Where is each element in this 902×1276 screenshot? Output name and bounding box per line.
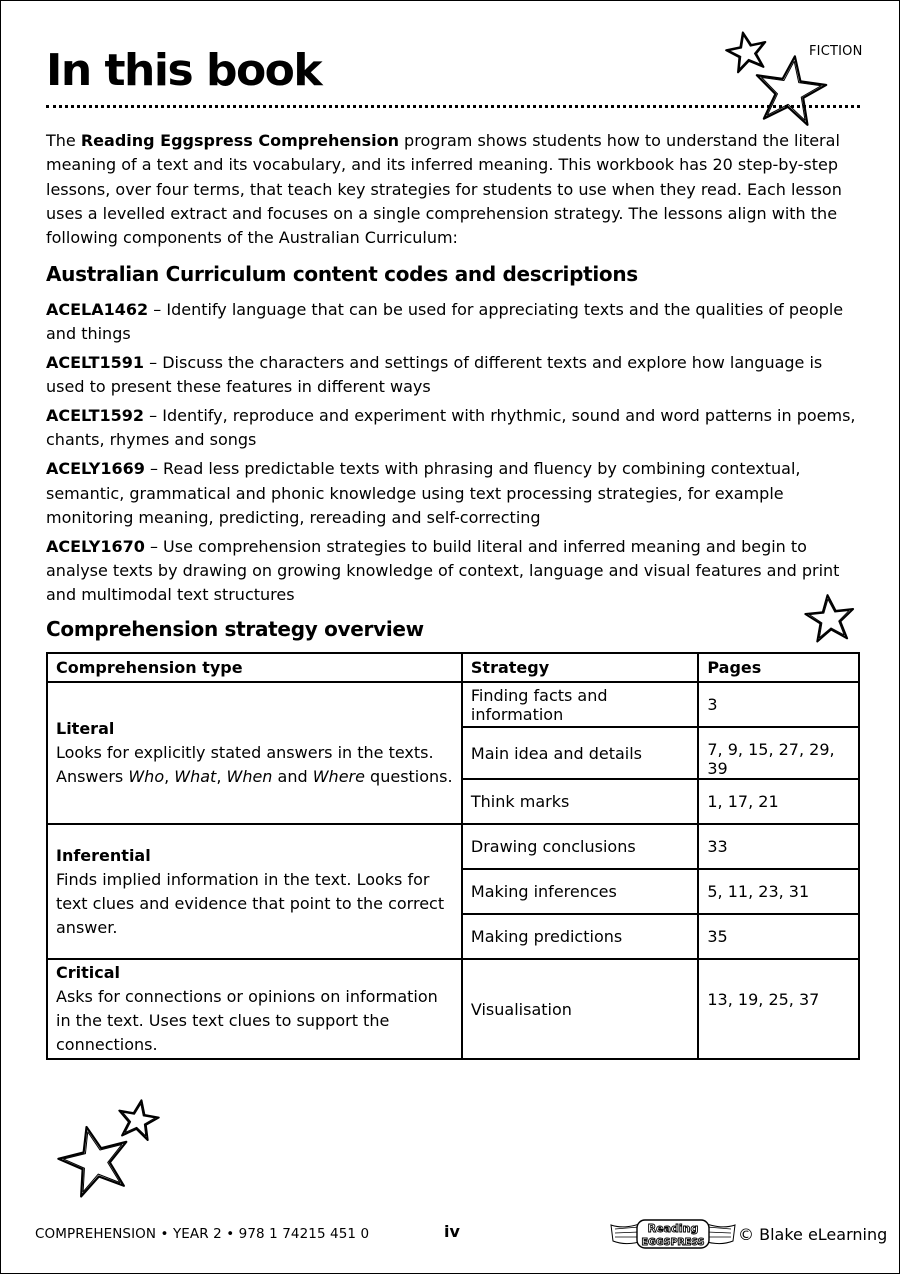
star-icon [801, 593, 859, 645]
overview-heading: Comprehension strategy overview [46, 617, 424, 641]
intro-prefix: The [46, 131, 81, 150]
footer-book-info: COMPREHENSION • YEAR 2 • 978 1 74215 451 0 [35, 1226, 370, 1242]
desc-text: , [164, 767, 175, 786]
strategy-cell: Main idea and details [462, 727, 698, 779]
pages-cell: 1, 17, 21 [698, 779, 859, 824]
copyright: © Blake eLearning [738, 1225, 888, 1244]
type-name: Inferential [56, 845, 151, 865]
strategy-cell: Finding facts and information [462, 682, 698, 727]
intro-paragraph [46, 129, 861, 250]
curriculum-item [46, 457, 864, 530]
page-title: In this book [46, 45, 322, 96]
curriculum-item [46, 351, 864, 400]
title-divider [46, 105, 860, 108]
strategy-cell: Visualisation [462, 959, 698, 1059]
type-name: Literal [56, 719, 115, 738]
curriculum-description: – Identify language that can be used for appreciating texts and the qualities of people and things [46, 300, 844, 344]
logo-text: EGGSPRESS [641, 1237, 705, 1248]
desc-italic: Who [128, 767, 165, 786]
pages-cell: 13, 19, 25, 37 [698, 959, 859, 1059]
desc-italic: What [174, 767, 217, 786]
pages-cell: 3 [698, 682, 859, 727]
strategy-table [46, 652, 860, 1060]
type-description-2 [56, 765, 453, 789]
program-name: Reading Eggspress Comprehension [80, 131, 399, 150]
curriculum-description: – Use comprehension strategies to build literal and inferred meaning and begin to analyse texts by drawing on growing knowledge of context, language and visual features and print and multimodal text structures [46, 536, 840, 605]
star-icon [749, 53, 831, 129]
curriculum-description: – Identify, reproduce and experiment with rhythmic, sound and word patterns in poems, chants, rhymes and songs [46, 406, 856, 450]
desc-italic: When [226, 767, 273, 786]
logo-text: Reading [647, 1222, 699, 1235]
page-number: iv [444, 1222, 460, 1241]
section-tag: FICTION [809, 44, 863, 59]
type-name: Critical [56, 963, 121, 982]
curriculum-code: ACELT1591 [46, 353, 145, 373]
table-row [47, 959, 859, 1059]
pages-cell: 35 [698, 914, 859, 959]
curriculum-list [46, 298, 864, 612]
reading-eggspress-logo [609, 1217, 737, 1251]
desc-text: questions. [364, 767, 453, 786]
star-icon [51, 1123, 139, 1199]
pages-cell: 7, 9, 15, 27, 29, 39 [698, 727, 859, 779]
intro-text: program shows students how to understand the literal meaning of a text and its vocabulary, and its inferred meaning. This workbook has 20 step-by-step lessons, over four terms, that teach key strategies for students to use when they read. Each lesson uses a levelled extract and focuses on a single comprehension strategy. The lessons align with the following components of the Australian Curriculum: [46, 131, 842, 248]
table-row [47, 824, 859, 869]
comprehension-type-cell [47, 824, 462, 959]
curriculum-item [46, 404, 864, 453]
desc-text: , [216, 767, 227, 786]
desc-text: and [272, 767, 313, 786]
strategy-cell: Making inferences [462, 869, 698, 914]
column-header: Strategy [462, 653, 698, 682]
desc-text: Answers [56, 767, 129, 786]
curriculum-description: – Discuss the characters and settings of different texts and explore how language is used to present these features in different ways [46, 353, 823, 397]
curriculum-code: ACELA1462 [46, 300, 149, 319]
curriculum-code: ACELY1669 [46, 459, 145, 479]
curriculum-item [46, 298, 864, 347]
curriculum-heading: Australian Curriculum content codes and descriptions [46, 262, 638, 286]
column-header: Pages [698, 653, 859, 682]
curriculum-description: – Read less predictable texts with phrasing and fluency by combining contextual, semantic, grammatical and phonic knowledge using text processing strategies, for example monitoring meaning, predicting, rereading and self-correcting [46, 459, 801, 527]
curriculum-item [46, 535, 864, 608]
pages-cell: 33 [698, 824, 859, 869]
strategy-cell: Making predictions [462, 914, 698, 959]
comprehension-type-cell [47, 682, 462, 824]
comprehension-type-cell [47, 959, 462, 1059]
curriculum-code: ACELT1592 [46, 406, 145, 426]
desc-italic: Where [312, 767, 365, 786]
type-description: Looks for explicitly stated answers in the texts. [56, 743, 434, 762]
column-header: Comprehension type [47, 653, 462, 682]
table-row [47, 682, 859, 727]
type-description: Finds implied information in the text. Looks for text clues and evidence that point to the correct answer. [56, 869, 445, 937]
pages-cell: 5, 11, 23, 31 [698, 869, 859, 914]
strategy-cell: Think marks [462, 779, 698, 824]
table-header-row [47, 653, 859, 682]
strategy-cell: Drawing conclusions [462, 824, 698, 869]
curriculum-code: ACELY1670 [46, 536, 145, 556]
type-description: Asks for connections or opinions on information in the text. Uses text clues to support the connections. [56, 987, 438, 1054]
